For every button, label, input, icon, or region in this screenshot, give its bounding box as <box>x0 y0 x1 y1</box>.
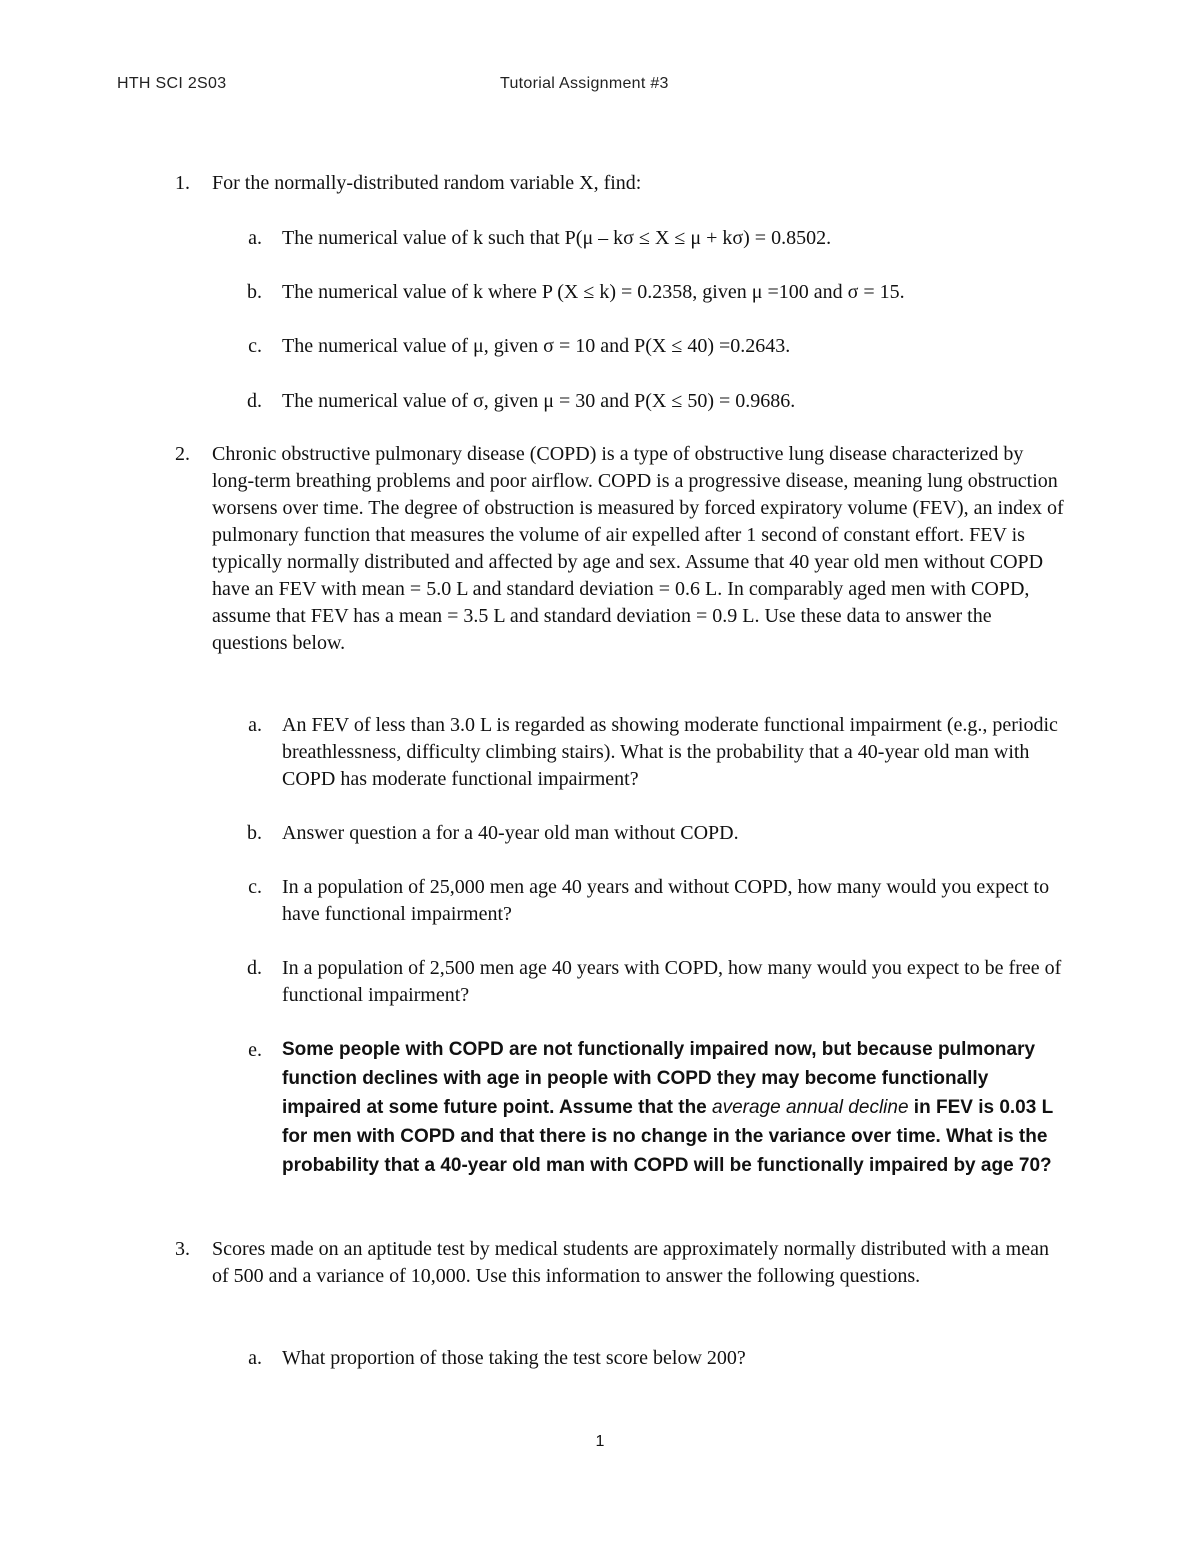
part-text: In a population of 25,000 men age 40 years and without COPD, how many would you expect to have functional impairment? <box>282 876 1050 925</box>
part-text-end: in FEV is 0.03 L for men with COPD and that there is no change in the variance over time. What is the probability that a 40-year old man with COPD will be functionally impaired by age 70? <box>282 1097 1053 1176</box>
part-text: Answer question a for a 40-year old man without COPD. <box>282 822 739 844</box>
part-label: b. <box>247 281 262 303</box>
part-label: b. <box>247 822 262 844</box>
question-text: Scores made on an aptitude test by medical students are approximately normally distributed with a mean of 500 and a variance of 10,000. Use this information to answer the following questions. <box>212 1238 1049 1287</box>
page-number: 1 <box>595 1433 605 1450</box>
part-label: a. <box>248 1347 262 1369</box>
part-text: An FEV of less than 3.0 L is regarded as showing moderate functional impairment (e.g., periodic breathlessness, difficulty climbing stairs). What is the probability that a 40-year old man with COPD has moderate functional impairment? <box>282 714 1058 790</box>
part-text-start: Some people with COPD are not functionally impaired now, but because pulmonary function declines with age in people with COPD they may become functionally impaired at some future point. Assume that the <box>282 1039 1036 1118</box>
part-label: d. <box>247 957 262 979</box>
part-label: a. <box>248 227 262 249</box>
part-label: d. <box>247 390 262 412</box>
question-text: For the normally-distributed random variable X, find: <box>212 172 642 194</box>
question-number: 1. <box>175 172 190 194</box>
part-text: In a population of 2,500 men age 40 years with COPD, how many would you expect to be free of functional impairment? <box>282 957 1062 1006</box>
part-text: The numerical value of μ, given σ = 10 and P(X ≤ 40) =0.2643. <box>282 335 791 357</box>
part-label: e. <box>248 1039 262 1061</box>
question-number: 2. <box>175 443 190 465</box>
question-text: Chronic obstructive pulmonary disease (COPD) is a type of obstructive lung disease characterized by long-term breathing problems and poor airflow. COPD is a progressive disease, meaning lung obstruction worsens over time. The degree of obstruction is measured by forced expiratory volume (FEV), an index of pulmonary function that measures the volume of air expelled after 1 second of constant effort. FEV is typically normally distributed and affected by age and sex. Assume that 40 year old men without COPD have an FEV with mean = 5.0 L and standard deviation = 0.6 L. In comparably aged men with COPD, assume that FEV has a mean = 3.5 L and standard deviation = 0.9 L. Use these data to answer the questions below. <box>212 443 1064 654</box>
part-label: c. <box>248 876 262 898</box>
document-title: Tutorial Assignment #3 <box>500 75 669 92</box>
part-text-emphasis: average annual decline <box>712 1097 909 1118</box>
course-code: HTH SCI 2S03 <box>117 75 227 92</box>
part-text: The numerical value of σ, given μ = 30 and P(X ≤ 50) = 0.9686. <box>282 390 796 412</box>
part-text-bold <box>282 1035 1072 1180</box>
part-label: a. <box>248 714 262 736</box>
part-label: c. <box>248 335 262 357</box>
part-text: The numerical value of k such that P(μ – kσ ≤ X ≤ μ + kσ) = 0.8502. <box>282 227 832 249</box>
question-number: 3. <box>175 1238 190 1260</box>
part-text: What proportion of those taking the test score below 200? <box>282 1347 746 1369</box>
part-text: The numerical value of k where P (X ≤ k) = 0.2358, given μ =100 and σ = 15. <box>282 281 905 303</box>
